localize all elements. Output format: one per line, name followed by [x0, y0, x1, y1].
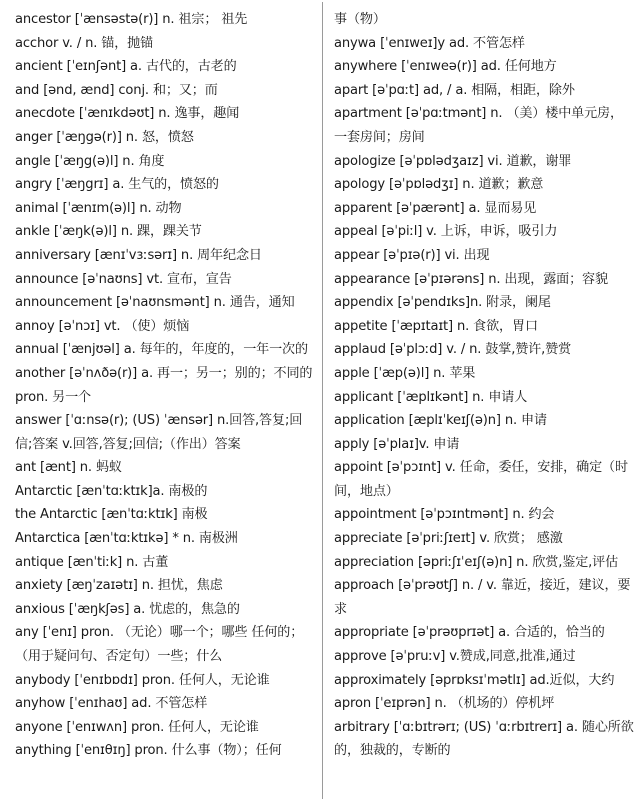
- vocab-entry: another [əˈnʌðə(r)] a. 再一；另一；别的；不同的 pron. 另一个: [15, 365, 313, 405]
- vocab-entry: anyhow [ˈenɪhaʊ] ad. 不管怎样: [15, 696, 208, 712]
- vocab-entry: anywa [ˈenɪweɪ]y ad. 不管怎样: [334, 35, 525, 51]
- vocab-entry: and [ənd, ænd] conj. 和；又；而: [15, 82, 218, 98]
- vocab-entry: appropriate [əˈprəʊprɪət] a. 合适的，恰当的: [334, 625, 605, 641]
- vocab-entry: approve [əˈpruːv] v.赞成,同意,批准,通过: [334, 649, 576, 665]
- vocab-entry: arbitrary [ˈɑːbɪtrərɪ; (US) ˈɑːrbɪtrerɪ] a. 随心所欲的，独裁的，专断的: [334, 719, 634, 759]
- vocab-entry: anecdote [ˈænɪkdəʊt] n. 逸事，趣闻: [15, 106, 240, 122]
- vocab-entry: answer [ˈɑːnsə(r); (US) ˈænsər] n.回答,答复;回信;答案 v.回答,答复;回信;（作出）答案: [15, 413, 303, 452]
- vocab-entry: appoint [əˈpɔɪnt] v. 任命，委任，安排，确定（时间，地点）: [334, 460, 628, 499]
- vocab-entry: ancestor [ˈænsəstə(r)] n. 祖宗； 祖先: [15, 12, 248, 27]
- vocab-entry: annual [ˈænjʊəl] a. 每年的，年度的，一年一次的: [15, 342, 308, 358]
- vocab-entry: ant [ænt] n. 蚂蚁: [15, 460, 122, 476]
- vocab-entry: annoy [əˈnɔɪ] vt. （使）烦恼: [15, 318, 190, 334]
- vocab-entry: anything [ˈenɪθɪŋ] pron. 什么事（物）；任何: [15, 743, 282, 759]
- vocab-entry: announce [əˈnaʊns] vt. 宣布，宣告: [15, 271, 232, 287]
- vocab-entry: angry [ˈæŋgrɪ] a. 生气的，愤怒的: [15, 177, 219, 193]
- vocab-entry: appear [əˈpɪə(r)] vi. 出现: [334, 247, 490, 263]
- vocab-entry: anybody [ˈenɪbɒdɪ] pron. 任何人，无论谁: [15, 672, 270, 688]
- vocab-entry: antique [ænˈtiːk] n. 古董: [15, 554, 169, 570]
- vocab-entry: apology [əˈpɒlədʒɪ] n. 道歉；歉意: [334, 177, 544, 193]
- vocab-entry: appearance [əˈpɪərəns] n. 出现，露面；容貌: [334, 271, 608, 287]
- vocab-entry: anxious [ˈæŋkʃəs] a. 忧虑的，焦急的: [15, 601, 240, 617]
- vocab-entry: Antarctic [ænˈtɑːktɪk]a. 南极的: [15, 483, 208, 499]
- vocab-entry: anyone [ˈenɪwʌn] pron. 任何人，无论谁: [15, 719, 259, 735]
- vocab-entry: 事（物）: [334, 12, 386, 27]
- vocab-entry: applicant [ˈæplɪkənt] n. 申请人: [334, 389, 528, 405]
- vocab-entry: animal [ˈænɪm(ə)l] n. 动物: [15, 200, 182, 216]
- vocab-entry: apparent [əˈpærənt] a. 显而易见: [334, 200, 537, 216]
- vocab-entry: the Antarctic [ænˈtɑːktɪk] 南极: [15, 507, 208, 523]
- right-column: [323, 0, 640, 799]
- vocab-entry: apart [əˈpɑːt] ad, / a. 相隔，相距，除外: [334, 82, 575, 98]
- vocab-entry: anywhere [ˈenɪweə(r)] ad. 任何地方: [334, 59, 557, 75]
- vocab-entry: Antarctica [ænˈtɑːktɪkə] * n. 南极洲: [15, 531, 238, 547]
- vocab-entry: approach [əˈprəʊtʃ] n. / v. 靠近，接近，建议，要求: [334, 578, 631, 617]
- vocab-entry: approximately [əprɒksɪˈmətlɪ] ad.近似，大约: [334, 672, 615, 688]
- vocab-entry: apron [ˈeɪprən] n. （机场的）停机坪: [334, 696, 555, 712]
- vocab-entry: announcement [əˈnaʊnsmənt] n. 通告，通知: [15, 295, 295, 311]
- vocab-entry: anniversary [ænɪˈvɜːsərɪ] n. 周年纪念日: [15, 247, 262, 263]
- vocab-entry: applaud [əˈplɔːd] v. / n. 鼓掌,赞许,赞赏: [334, 342, 572, 358]
- vocab-entry: acchor v. / n. 锚，抛锚: [15, 35, 154, 51]
- vocab-entry: ancient [ˈeɪnʃənt] a. 古代的，古老的: [15, 59, 237, 75]
- vocab-entry: appendix [əˈpendɪks]n. 附录，阑尾: [334, 295, 551, 311]
- vocab-entry: appetite [ˈæpɪtaɪt] n. 食欲，胃口: [334, 318, 538, 334]
- vocab-entry: apartment [əˈpɑːtmənt] n. （美）楼中单元房，一套房间；房间: [334, 106, 623, 145]
- vocab-entry: apple [ˈæp(ə)l] n. 苹果: [334, 365, 476, 381]
- vocab-entry: anxiety [æŋˈzaɪətɪ] n. 担忧，焦虑: [15, 578, 223, 594]
- vocab-entry: ankle [ˈæŋk(ə)l] n. 踝，踝关节: [15, 224, 202, 240]
- vocab-entry: apply [əˈplaɪ]v. 申请: [334, 436, 460, 452]
- vocab-entry: appreciate [əˈpriːʃɪeɪt] v. 欣赏； 感激: [334, 531, 563, 547]
- vocab-entry: appeal [əˈpiːl] v. 上诉，申诉，吸引力: [334, 224, 558, 240]
- vocab-entry: apologize [əˈpɒlədʒaɪz] vi. 道歉，谢罪: [334, 153, 572, 169]
- vocab-entry: angle [ˈæŋg(ə)l] n. 角度: [15, 153, 165, 169]
- vocab-entry: application [æplɪˈkeɪʃ(ə)n] n. 申请: [334, 413, 547, 429]
- vocab-entry: anger [ˈæŋgə(r)] n. 怒，愤怒: [15, 129, 194, 145]
- vocab-entry: any [ˈenɪ] pron. （无论）哪一个；哪些 任何的；（用于疑问句、否定句）一些；什么: [15, 625, 304, 665]
- vocab-entry: appreciation [əpriːʃɪˈeɪʃ(ə)n] n. 欣赏,鉴定,评估: [334, 554, 619, 570]
- vocab-entry: appointment [əˈpɔɪntmənt] n. 约会: [334, 507, 555, 523]
